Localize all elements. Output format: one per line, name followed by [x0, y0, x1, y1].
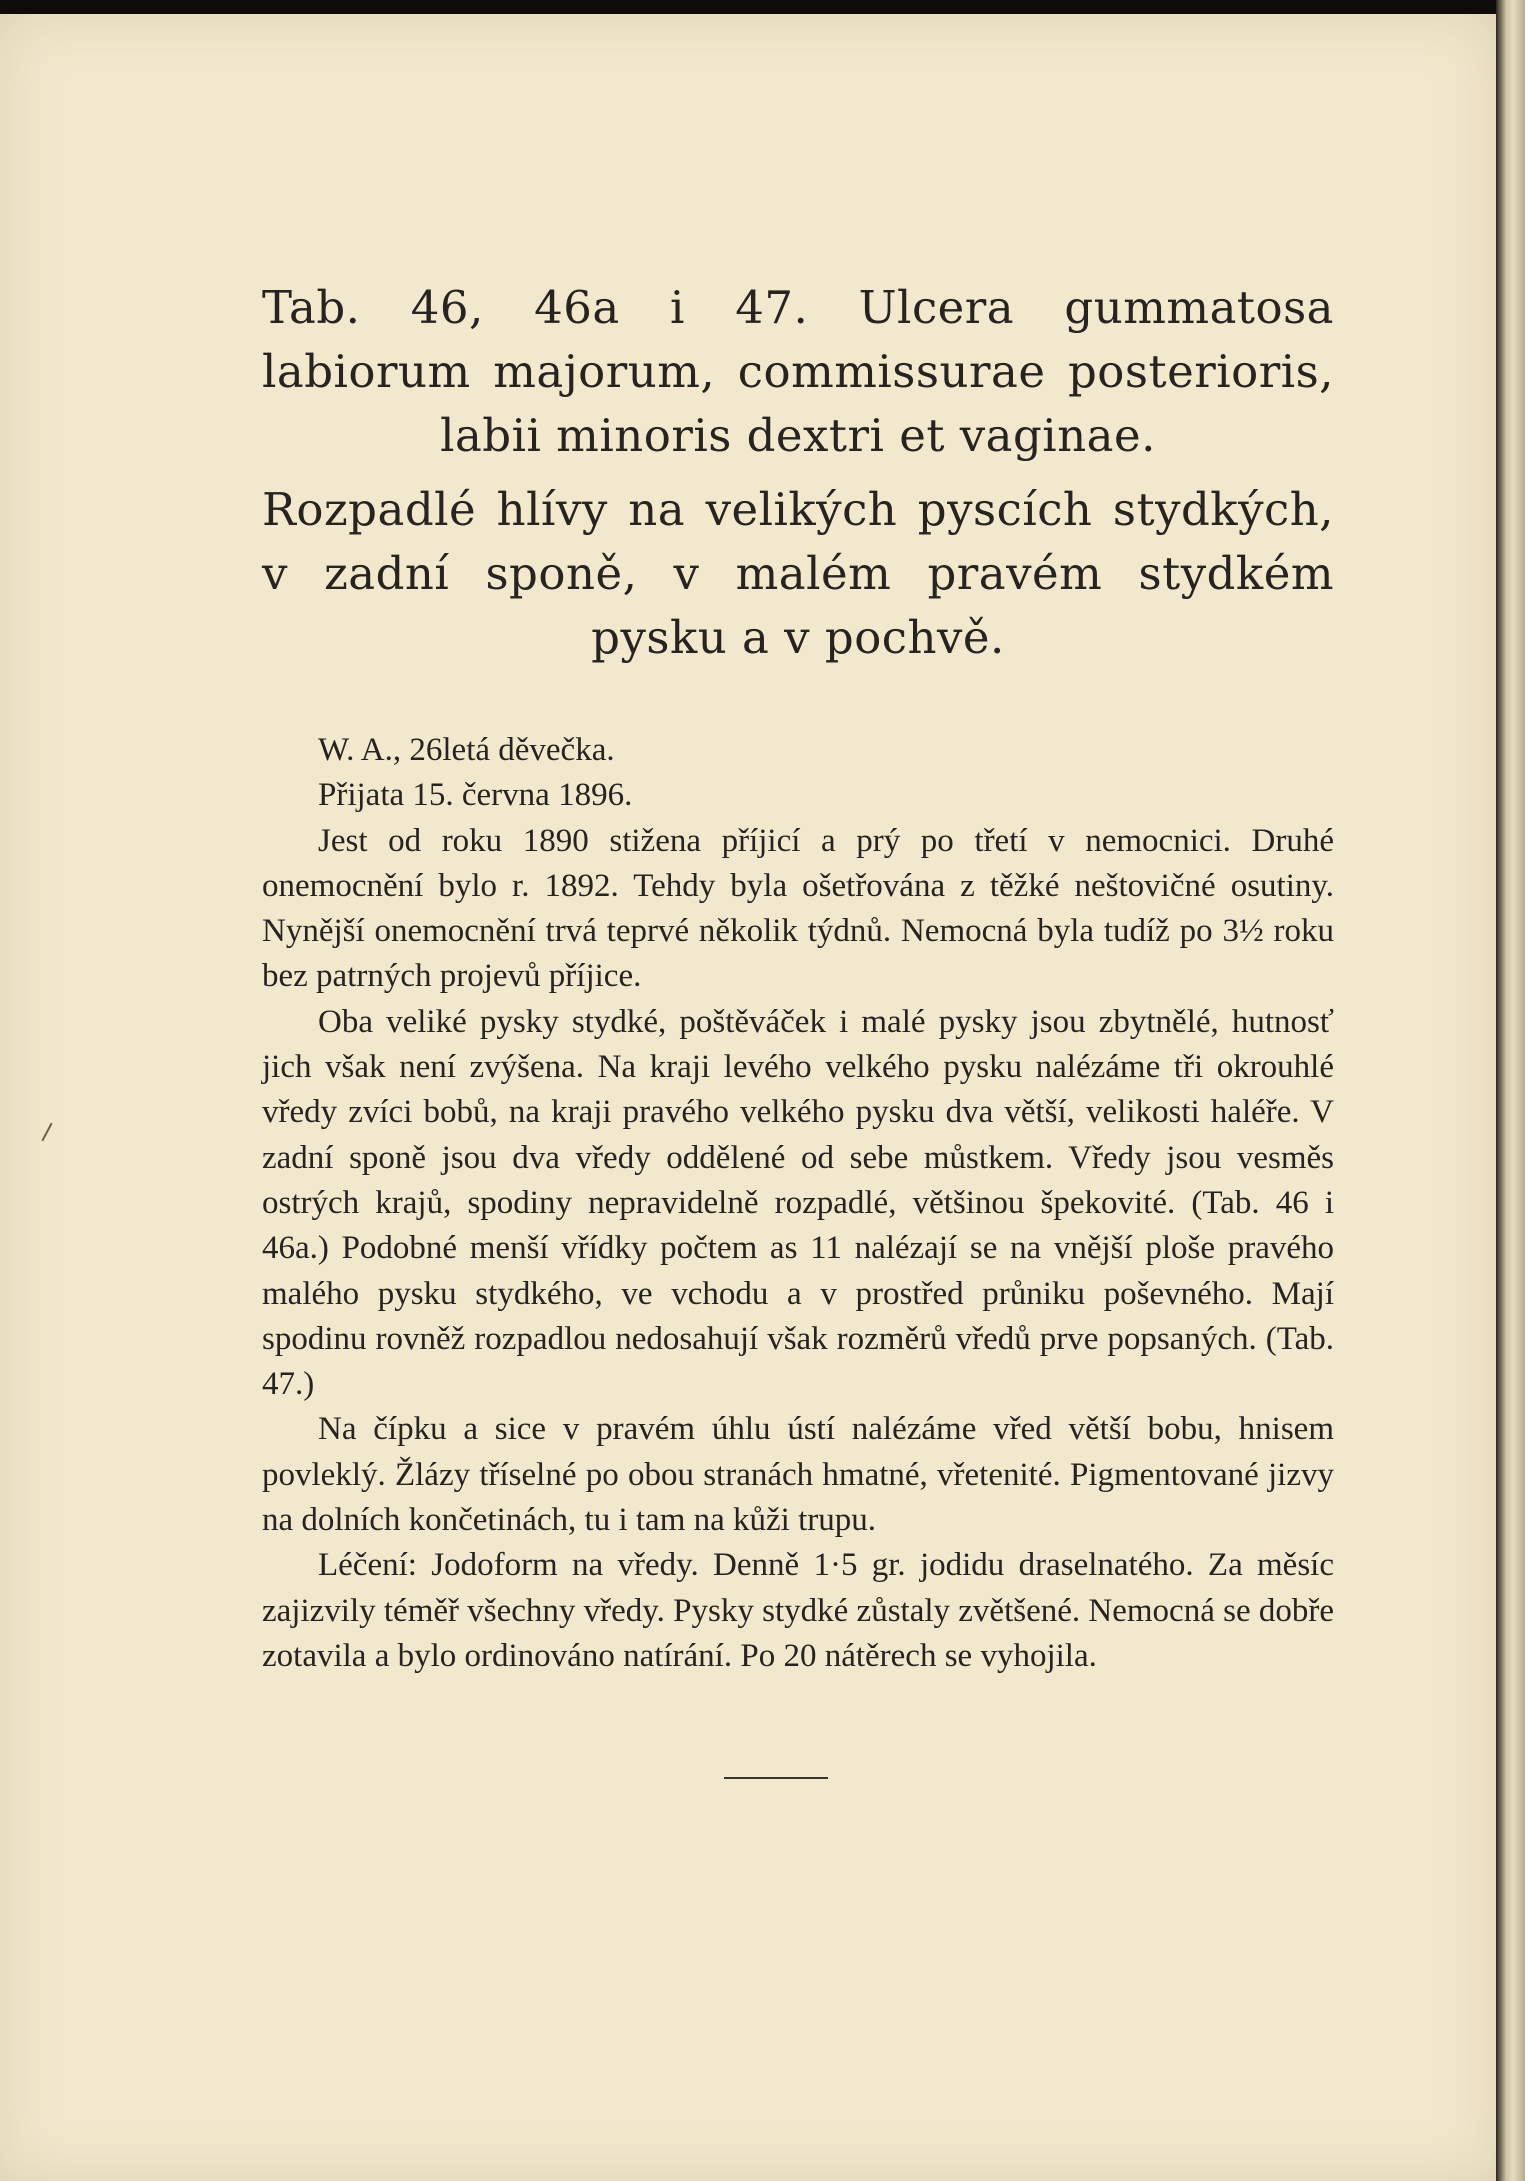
- latin-heading: Tab. 46, 46a i 47. Ulcera gummatosa labiorum majorum, commissurae posterioris, labii minoris dextri et vaginae.: [262, 281, 1334, 462]
- patient-line: W. A., 26letá děvečka.: [318, 732, 615, 768]
- case-report: [262, 728, 1334, 1679]
- findings-paragraph-2: Na čípku a sice v pravém úhlu ústí nalézáme vřed větší bobu, hnisem povleklý. Žlázy tříselné po obou stranách hmatné, vřetenité. Pigmentované jizvy na dolních končetinách, tu i tam na kůži trupu.: [262, 1411, 1334, 1539]
- treatment-paragraph: Léčení: Jodoform na vředy. Denně 1·5 gr. jodidu draselnatého. Za měsíc zajizvily téměř všechny vředy. Pysky stydké zůstaly zvětšené. Nemocná se dobře zotavila a bylo ordinováno natírání. Po 20 nátěrech se vyhojila.: [262, 1547, 1334, 1674]
- book-page: [0, 14, 1496, 2181]
- history-paragraph: Jest od roku 1890 stižena příjicí a prý po třetí v nemocnici. Druhé onemocnění bylo r. 1892. Tehdy byla ošetřována z těžké neštovičné osutiny. Nynější onemocnění trvá teprvé několik týdnů. Nemocná byla tudíž po 3½ roku bez patrných projevů příjice.: [262, 822, 1334, 995]
- section-end-rule: [724, 1777, 828, 1779]
- book-gutter: [1496, 0, 1525, 2181]
- margin-mark: [41, 1123, 52, 1142]
- admission-line: Přijata 15. června 1896.: [318, 777, 633, 814]
- text-block: [262, 276, 1334, 1679]
- czech-heading: Rozpadlé hlívy na velikých pyscích stydkých, v zadní sponě, v malém pravém stydkém pysku a v pochvě.: [262, 483, 1334, 664]
- findings-paragraph: Oba veliké pysky stydké, poštěváček i malé pysky jsou zbytnělé, hutnosť jich však není zvýšena. Na kraji levého velkého pysku nalézáme tři okrouhlé vředy zvíci bobů, na kraji pravého velkého pysku dva větší, velikosti haléře. V zadní sponě jsou dva vředy oddělené od sebe můstkem. Vředy jsou vesměs ostrých krajů, spodiny nepravidelně rozpadlé, většinou špekovité. (Tab. 46 i 46a.) Podobné menší vřídky počtem as 11 nalézají se na vnější ploše pravého malého pysku stydkého, ve vchodu a v prostřed průniku poševného. Mají spodinu rovněž rozpadlou nedosahují však rozměrů vředů prve popsaných. (Tab. 47.): [262, 1003, 1334, 1403]
